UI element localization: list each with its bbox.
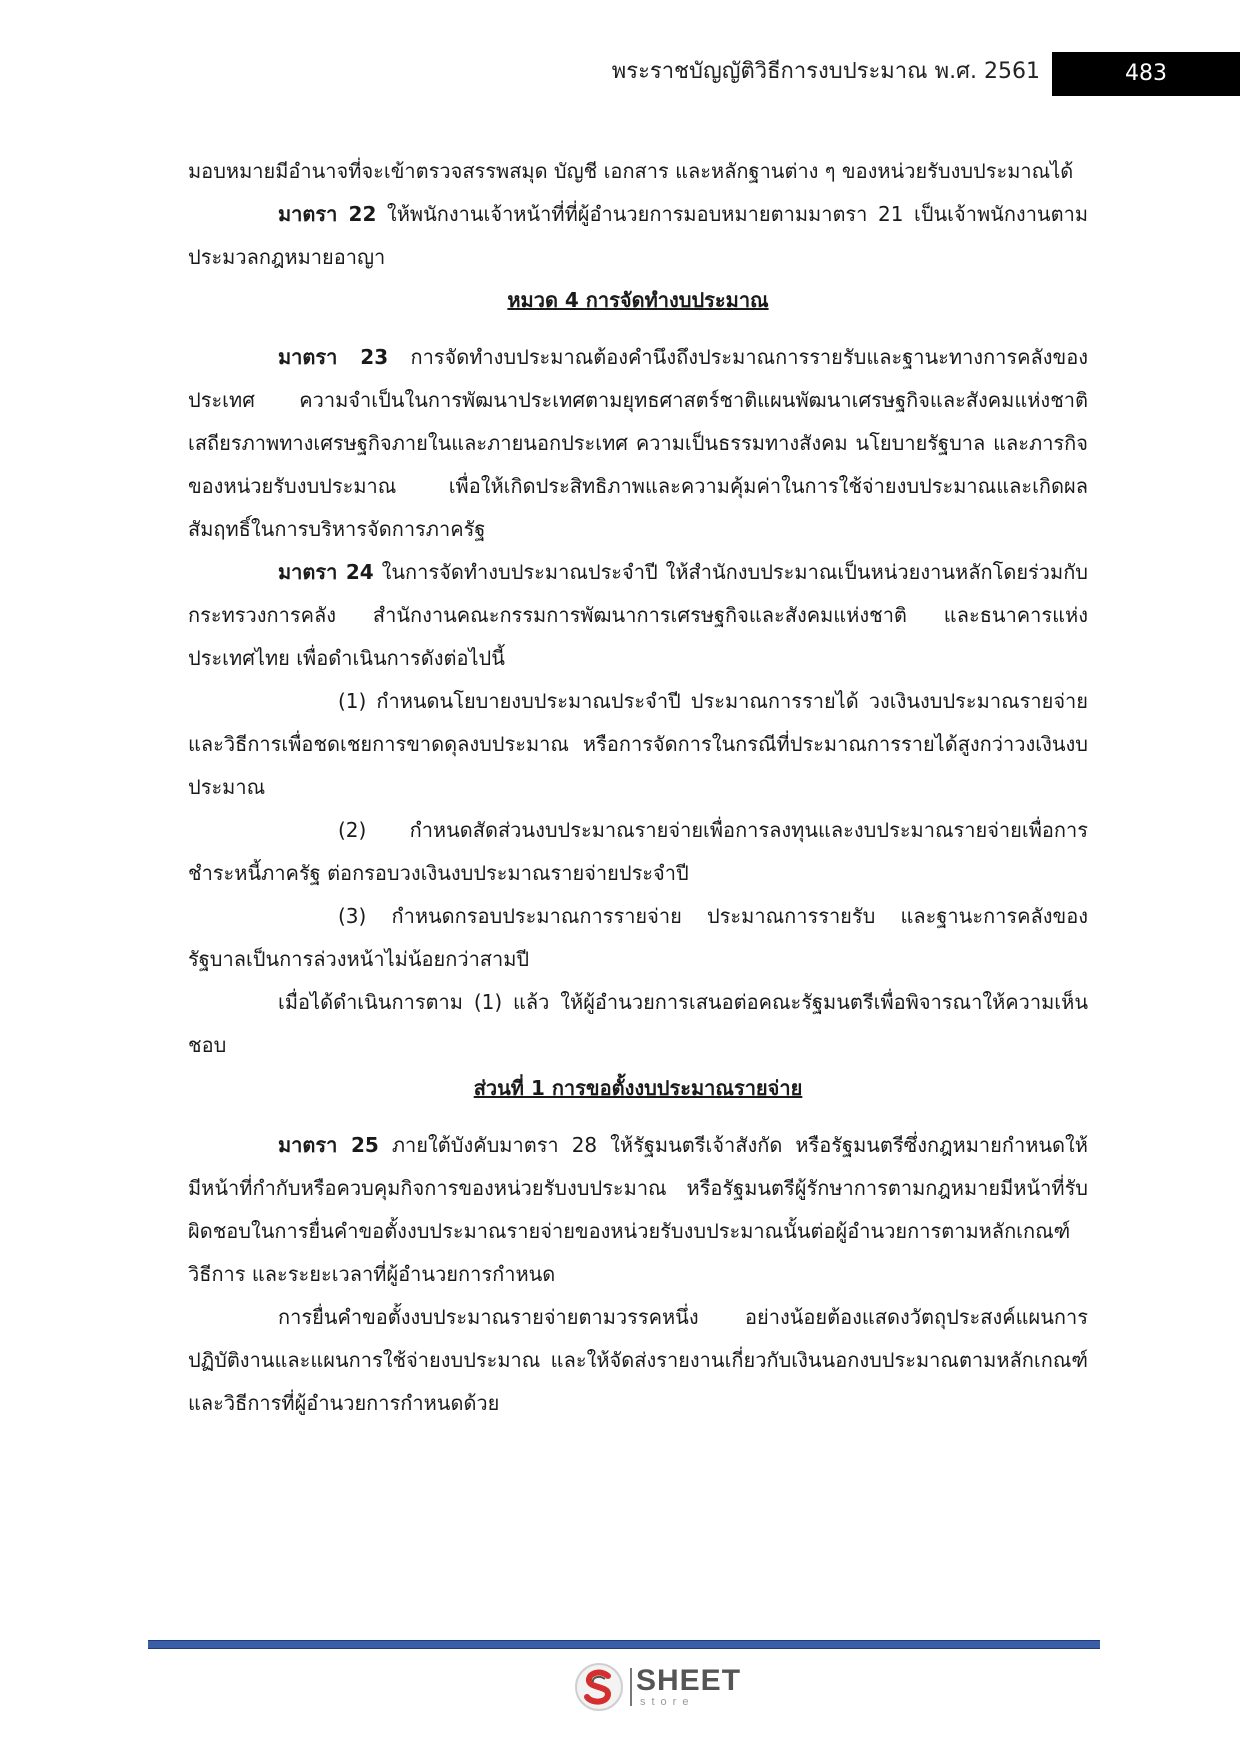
list-item: (1) กำหนดนโยบายงบประมาณประจำปี ประมาณการรายได้ วงเงินงบประมาณรายจ่ายและวิธีการเพื่อชดเชยการขาดดุลงบประมาณ หรือการจัดการในกรณีที่ประมาณการรายได้สูงกว่าวงเงินงบประมาณ [188,689,1088,799]
section-text: การจัดทำงบประมาณต้องคำนึงถึงประมาณการรายรับและฐานะทางการคลังของประเทศ ความจำเป็นในการพัฒนาประเทศตามยุทธศาสตร์ชาติแผนพัฒนาเศรษฐกิจและสังคมแห่งชาติ เสถียรภาพทางเศรษฐกิจภายในและภายนอกประเทศ ความเป็นธรรมทางสังคม นโยบายรัฐบาล และภารกิจของหน่วยรับงบประมาณ เพื่อให้เกิดประสิทธิภาพและความคุ้มค่าในการใช้จ่ายงบประมาณและเกิดผลสัมฤทธิ์ในการบริหารจัดการภาครัฐ [188,345,1088,541]
document-body [188,150,1088,1425]
logo-subword: store [640,1696,695,1708]
section-text: ในการจัดทำงบประมาณประจำปี ให้สำนักงบประมาณเป็นหน่วยงานหลักโดยร่วมกับกระทรวงการคลัง สำนักงานคณะกรรมการพัฒนาการเศรษฐกิจและสังคมแห่งชาติ และธนาคารแห่งประเทศไทย เพื่อดำเนินการดังต่อไปนี้ [188,560,1089,670]
logo-wordmark: SHEET [636,1664,742,1697]
footer-divider [148,1640,1100,1649]
list-item: (2) กำหนดสัดส่วนงบประมาณรายจ่ายเพื่อการลงทุนและงบประมาณรายจ่ายเพื่อการชำระหนี้ภาครัฐ ต่อกรอบวงเงินงบประมาณรายจ่ายประจำปี [188,818,1088,885]
logo-s-icon [574,1662,624,1712]
section-label: มาตรา 25 [278,1133,379,1157]
paragraph-continued: มอบหมายมีอำนาจที่จะเข้าตรวจสรรพสมุด บัญชี เอกสาร และหลักฐานต่าง ๆ ของหน่วยรับงบประมาณได้ [188,159,1074,183]
section-label: มาตรา 24 [278,560,374,584]
section-25 [188,1124,1088,1296]
sheet-store-logo [574,1662,744,1714]
section-text: ภายใต้บังคับมาตรา 28 ให้รัฐมนตรีเจ้าสังกัด หรือรัฐมนตรีซึ่งกฎหมายกำหนดให้มีหน้าที่กำกับหรือควบคุมกิจการของหน่วยรับงบประมาณ หรือรัฐมนตรีผู้รักษาการตามกฎหมายมีหน้าที่รับผิดชอบในการยื่นคำขอตั้งงบประมาณรายจ่ายของหน่วยรับงบประมาณนั้นต่อผู้อำนวยการตามหลักเกณฑ์ วิธีการ และระยะเวลาที่ผู้อำนวยการกำหนด [188,1133,1088,1286]
running-header-title: พระราชบัญญัติวิธีการงบประมาณ พ.ศ. 2561 [611,59,1040,84]
section-label: มาตรา 22 [278,202,377,226]
list-item: (3) กำหนดกรอบประมาณการรายจ่าย ประมาณการรายรับ และฐานะการคลังของรัฐบาลเป็นการล่วงหน้าไม่น้อยกว่าสามปี [188,904,1088,971]
paragraph: เมื่อได้ดำเนินการตาม (1) แล้ว ให้ผู้อำนวยการเสนอต่อคณะรัฐมนตรีเพื่อพิจารณาให้ความเห็นชอบ [188,990,1088,1057]
section-24 [188,551,1088,680]
chapter-heading: หมวด 4 การจัดทำงบประมาณ [507,288,769,312]
paragraph: การยื่นคำขอตั้งงบประมาณรายจ่ายตามวรรคหนึ่ง อย่างน้อยต้องแสดงวัตถุประสงค์แผนการปฏิบัติงานและแผนการใช้จ่ายงบประมาณ และให้จัดส่งรายงานเกี่ยวกับเงินนอกงบประมาณตามหลักเกณฑ์และวิธีการที่ผู้อำนวยการกำหนดด้วย [188,1305,1088,1415]
page-number: 483 [1052,52,1240,96]
section-22 [188,193,1088,279]
section-text: ให้พนักงานเจ้าหน้าที่ที่ผู้อำนวยการมอบหมายตามมาตรา 21 เป็นเจ้าพนักงานตามประมวลกฎหมายอาญา [188,202,1088,269]
part-heading: ส่วนที่ 1 การขอตั้งงบประมาณรายจ่าย [473,1076,803,1100]
section-label: มาตรา 23 [278,345,389,369]
section-23 [188,336,1088,551]
